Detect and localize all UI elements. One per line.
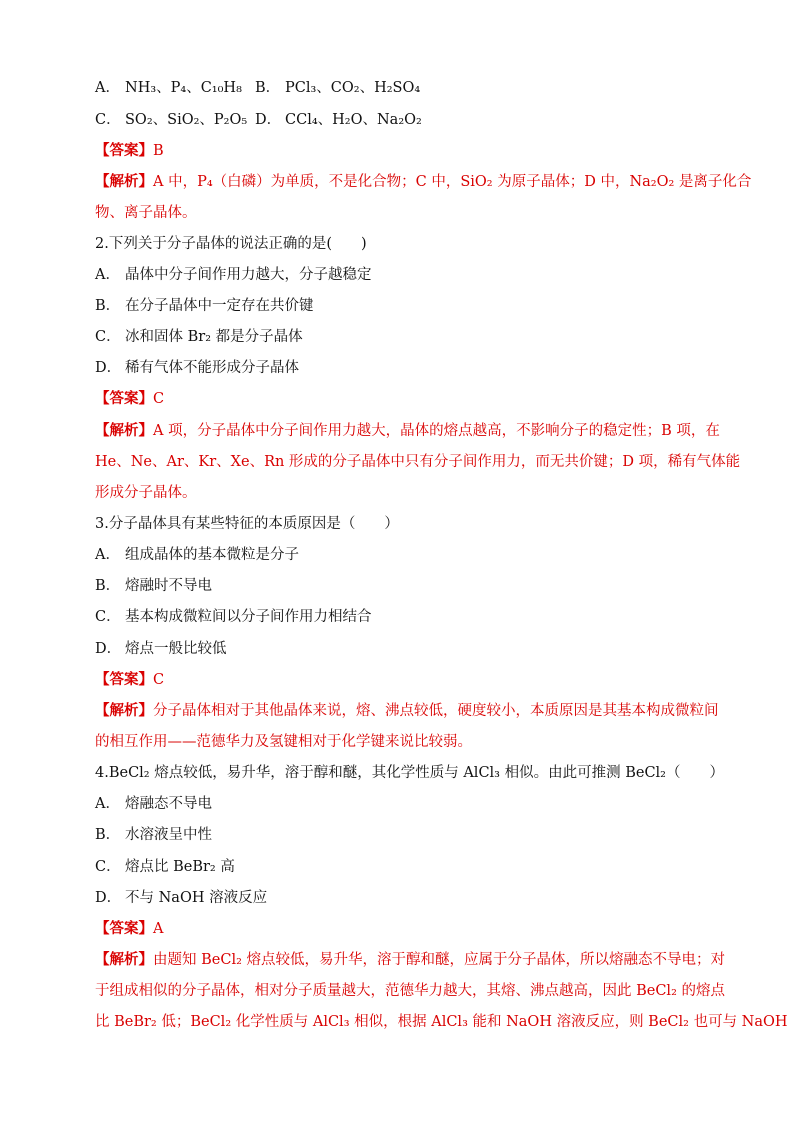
q1-option-d: D． CCl₄、H₂O、Na₂O₂ [255,112,422,128]
q4-option-c: C． 熔点比 BeBr₂ 高 [95,859,235,875]
q2-analysis-line-1: 【解析】A 项，分子晶体中分子间作用力越大，晶体的熔点越高，不影响分子的稳定性；B 项，在 [95,422,720,439]
q3-option-c: C． 基本构成微粒间以分子间作用力相结合 [95,609,372,625]
q3-analysis-line-1: 【解析】分子晶体相对于其他晶体来说，熔、沸点较低，硬度较小，本质原因是其基本构成微粒间 [95,702,719,719]
q2-option-d: D． 稀有气体不能形成分子晶体 [95,360,299,376]
q4-analysis-line-2: 于组成相似的分子晶体，相对分子质量越大，范德华力越大，其熔、沸点越高，因此 BeCl₂ 的熔点 [95,983,725,999]
q2-stem: 2.下列关于分子晶体的说法正确的是( ) [95,236,367,252]
q1-analysis-line-2: 物、离子晶体。 [95,205,197,221]
q3-option-a: A． 组成晶体的基本微粒是分子 [95,547,299,563]
q1-option-a: A． NH₃、P₄、C₁₀H₈ [95,80,242,96]
q1-analysis-line-1: 【解析】A 中，P₄（白磷）为单质，不是化合物；C 中，SiO₂ 为原子晶体；D 中，Na₂O₂ 是离子化合 [95,173,752,190]
q2-option-c: C． 冰和固体 Br₂ 都是分子晶体 [95,329,303,345]
q4-analysis-line-1: 【解析】由题知 BeCl₂ 熔点较低，易升华，溶于醇和醚，应属于分子晶体，所以熔融态不导电；对 [95,951,725,968]
q2-answer: 【答案】C [95,390,165,407]
q3-option-d: D． 熔点一般比较低 [95,641,227,657]
q4-option-a: A． 熔融态不导电 [95,796,212,812]
q3-answer: 【答案】C [95,671,165,688]
q4-stem: 4.BeCl₂ 熔点较低，易升华，溶于醇和醚，其化学性质与 AlCl₃ 相似。由此可推测 BeCl₂（ ） [95,765,724,781]
q1-options-row-ab [95,78,705,98]
q3-analysis-line-2: 的相互作用——范德华力及氢键相对于化学键来说比较弱。 [95,734,472,750]
q4-analysis-line-3: 比 BeBr₂ 低；BeCl₂ 化学性质与 AlCl₃ 相似，根据 AlCl₃ 能和 NaOH 溶液反应，则 BeCl₂ 也可与 NaOH [95,1014,788,1030]
q2-analysis-line-2: He、Ne、Ar、Kr、Xe、Rn 形成的分子晶体中只有分子间作用力，而无共价键；D 项，稀有气体能 [95,454,741,470]
q4-option-b: B． 水溶液呈中性 [95,827,212,843]
q1-option-c: C． SO₂、SiO₂、P₂O₅ [95,112,248,128]
q3-option-b: B． 熔融时不导电 [95,578,212,594]
q2-option-b: B． 在分子晶体中一定存在共价键 [95,298,314,314]
q3-stem: 3.分子晶体具有某些特征的本质原因是（ ） [95,516,399,532]
q2-analysis-line-3: 形成分子晶体。 [95,485,197,501]
q1-answer: 【答案】B [95,142,164,159]
q4-answer: 【答案】A [95,920,164,937]
q2-option-a: A． 晶体中分子间作用力越大，分子越稳定 [95,267,372,283]
q4-option-d: D． 不与 NaOH 溶液反应 [95,890,268,906]
q1-option-b: B． PCl₃、CO₂、H₂SO₄ [255,80,421,96]
q1-options-row-cd [95,110,705,130]
